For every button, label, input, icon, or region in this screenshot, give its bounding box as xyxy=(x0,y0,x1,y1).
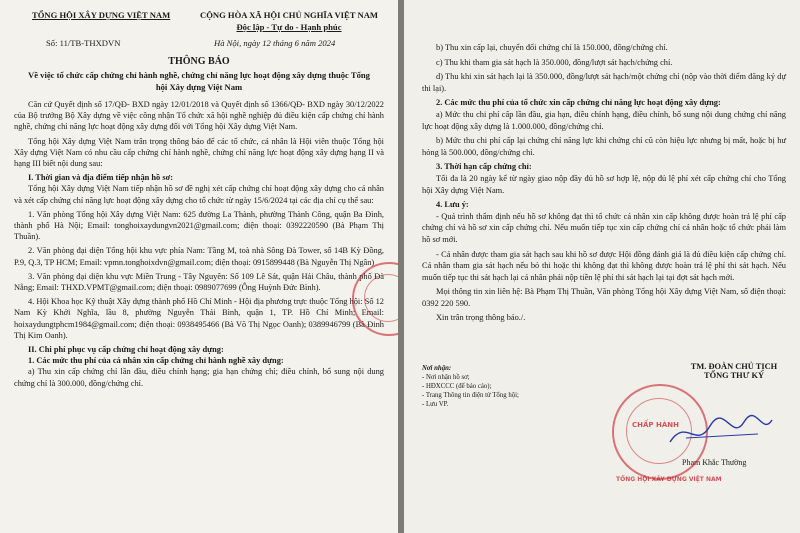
document-header xyxy=(14,8,384,52)
left-paragraph: II. Chi phí phục vụ cấp chứng chỉ hoạt động xây dựng: xyxy=(28,345,224,355)
national-title: CỘNG HÒA XÃ HỘI CHỦ NGHĨA VIỆT NAM xyxy=(199,10,379,20)
right-paragraph: b) Mức thu chi phí cấp lại chứng chỉ năng lực khi chứng chỉ cũ còn hiệu lực nhưng bị mất, hoặc bị hư hỏng là 500.000, đồng/chứng chỉ. xyxy=(422,136,786,157)
national-motto: Độc lập - Tự do - Hạnh phúc xyxy=(236,22,342,32)
signature-line-2: TỔNG THƯ KÝ xyxy=(703,371,765,380)
stamp-inner-text: CHẤP HÀNH xyxy=(632,421,679,429)
recipient-item: - Nơi nhận hồ sơ; xyxy=(422,374,470,381)
left-paragraph: Tổng hội Xây dựng Việt Nam tiếp nhận hồ sơ đề nghị xét cấp chứng chỉ hoạt động xây dựng cho cá nhân và xét cấp chứng chỉ năng lực hoạt động xây dựng cho tổ chức từ ngày 15/6/2024 tại các địa chỉ cụ thể sau: xyxy=(14,184,384,205)
right-paragraph: d) Thu khi xin sát hạch lại là 350.000, đồng/lượt sát hạch/một chứng chỉ (nộp vào thời điểm đăng ký dự thi lại). xyxy=(422,72,786,93)
left-paragraph: 1. Văn phòng Tổng hội Xây dựng Việt Nam: 625 đường La Thành, phường Thành Công, quận Ba Đình, thành phố Hà Nội; Email: tonghoixaydungvn2021@gmail.com; điện thoại: 0392220590 (Bà Phạm Thị Thuần). xyxy=(14,209,384,242)
recipients-block xyxy=(422,364,519,409)
right-paragraph: - Quá trình thẩm định nếu hồ sơ không đạt thì tổ chức cá nhân xin cấp không được hoàn trả lệ phí cấp chứng chỉ và hồ sơ xin cấp chứng chỉ. Nếu muốn tiếp tục xin cấp chứng chỉ cá nhân hoặc tổ chức phải làm hồ sơ mới. xyxy=(422,211,786,244)
left-paragraph: Căn cứ Quyết định số 17/QĐ- BXD ngày 12/01/2018 và Quyết định số 1366/QĐ- BXD ngày 30/12/2022 của Bộ trưởng Bộ Xây dựng về việc công nhận Tổ chức xã hội nghề nghiệp đủ điều kiện cấp chứng chỉ hành nghề, chứng chỉ năng lực hoạt động xây dựng đối với Tổng hội Xây dựng Việt Nam. xyxy=(14,100,384,132)
signature-block xyxy=(674,362,794,467)
left-paragraph: Tổng hội Xây dựng Việt Nam trân trọng thông báo để các tổ chức, cá nhân là Hội viên thuộc Tổng hội Xây dựng Việt Nam có nhu cầu cấp chứng chỉ hành nghề, chứng chỉ năng lực hoạt động xây dựng hạng II và hạng III biết nội dung sau: xyxy=(14,136,384,169)
right-paragraph: 2. Các mức thu phí của tổ chức xin cấp chứng chỉ năng lực hoạt động xây dựng: xyxy=(436,98,721,108)
recipient-item: - Lưu VP. xyxy=(422,401,449,408)
right-body xyxy=(422,42,786,324)
document-title: THÔNG BÁO xyxy=(168,56,230,67)
issue-date: Hà Nội, ngày 12 tháng 6 năm 2024 xyxy=(214,38,336,48)
right-paragraph: 3. Thời hạn cấp chứng chỉ: xyxy=(436,162,532,172)
left-paragraph: 1. Các mức thu phí của cá nhân xin cấp chứng chỉ hành nghề xây dựng: xyxy=(28,356,284,366)
right-paragraph: Xin trân trọng thông báo./. xyxy=(436,313,526,323)
right-paragraph: a) Mức thu chi phí cấp lần đầu, gia hạn, điều chỉnh hạng, điều chỉnh, bổ sung nội dung chứng chỉ năng lực hoạt động xây dựng là 1.000.000, đồng/chứng chỉ. xyxy=(422,109,786,131)
left-paragraph: 3. Văn phòng đại diện khu vực Miền Trung - Tây Nguyên: Số 109 Lê Sát, quận Hải Châu, thành phố Đà Nẵng; Email: THXD.VPMT@gmail.com; điện thoại: 0989077699 (Ông Huỳnh Đức Bình). xyxy=(14,271,384,293)
left-body xyxy=(14,99,384,389)
signer-name: Phạm Khắc Thường xyxy=(682,458,747,467)
document-number: Số: 11/TB-THXDVN xyxy=(46,38,121,48)
recipients-title: Nơi nhận: xyxy=(422,365,452,372)
right-paragraph: - Cá nhân được tham gia sát hạch sau khi hồ sơ được Hội đồng đánh giá là đủ điều kiện cấp chứng chỉ. Cá nhân tham gia sát hạch nếu bỏ thi hoặc thi không đạt thì không được hoàn trả lệ phí thi sát hạch. Nếu muốn tiếp tục thi sát hạch lại cá nhân phải nộp tiền lệ phí thi sát hạch lại tại đợt sát hạch mới. xyxy=(422,249,786,282)
right-paragraph: c) Thu khi tham gia sát hạch là 350.000, đồng/lượt sát hạch/chứng chỉ. xyxy=(436,57,673,67)
stamp-ring-text: TỔNG HỘI XÂY DỰNG VIỆT NAM xyxy=(616,476,722,483)
recipient-item: - HĐXCCC (để báo cáo); xyxy=(422,383,492,390)
page-left xyxy=(0,0,398,533)
right-paragraph: 4. Lưu ý: xyxy=(436,200,469,210)
recipients-list xyxy=(422,373,519,409)
right-paragraph: Mọi thông tin xin liên hệ: Bà Phạm Thị Thuần, Văn phòng Tổng hội Xây dựng Việt Nam, số điện thoại: 0392 220 590. xyxy=(422,287,786,308)
issuing-organization: TỔNG HỘI XÂY DỰNG VIỆT NAM xyxy=(32,10,171,20)
document-subject: Về việc tổ chức cấp chứng chỉ hành nghề, chứng chỉ năng lực hoạt động xây dựng thuộc Tổng hội Xây dựng Việt Nam xyxy=(28,70,370,92)
recipient-item: - Trang Thông tin điện tử Tổng hội; xyxy=(422,392,519,399)
left-paragraph: I. Thời gian và địa điểm tiếp nhận hồ sơ: xyxy=(28,173,174,183)
left-paragraph: a) Thu xin cấp chứng chỉ lần đầu, điều chỉnh hạng; gia hạn chứng chỉ; điều chỉnh, bổ sung nội dung chứng chỉ là 300.000, đồng/chứng chỉ. xyxy=(14,367,384,388)
right-paragraph: b) Thu xin cấp lại, chuyển đổi chứng chỉ là 150.000, đồng/chứng chỉ. xyxy=(436,43,668,52)
right-paragraph: Tối đa là 20 ngày kể từ ngày giao nộp đầy đủ hồ sơ hợp lệ, nộp đủ lệ phí xét cấp chứng chỉ cho Tổng hội Xây dựng Việt Nam. xyxy=(422,173,786,195)
signature-line-1: TM. ĐOÀN CHỦ TỊCH xyxy=(690,362,778,371)
page-right xyxy=(404,0,800,533)
handwritten-signature-icon xyxy=(666,412,776,452)
left-paragraph: 2. Văn phòng đại diện Tổng hội khu vực phía Nam: Tầng M, toà nhà Sông Đà Tower, số 14B Kỳ Đồng, P.9, Q.3, TP HCM; Email: vpmn.tonghoixdvn@gmail.com; điện thoại: 0915899448 (Bà Nguyễn Thị Ngân) xyxy=(14,246,384,267)
left-paragraph: 4. Hội Khoa học Kỹ thuật Xây dựng thành phố Hồ Chí Minh - Hội địa phương trực thuộc Tổng hội: Số 12 Nam Kỳ Khởi Nghĩa, lầu 8, phường Nguyễn Thái Bình, quận 1, TP. Hồ Chí Minh; Email: hoixaydungtphcm1984@gmail.com; điện thoại: 0938495466 (Bà Võ Thị Ngọc Oanh); 0389946799 (Bà Đinh Thị Kim Oanh). xyxy=(14,297,384,340)
